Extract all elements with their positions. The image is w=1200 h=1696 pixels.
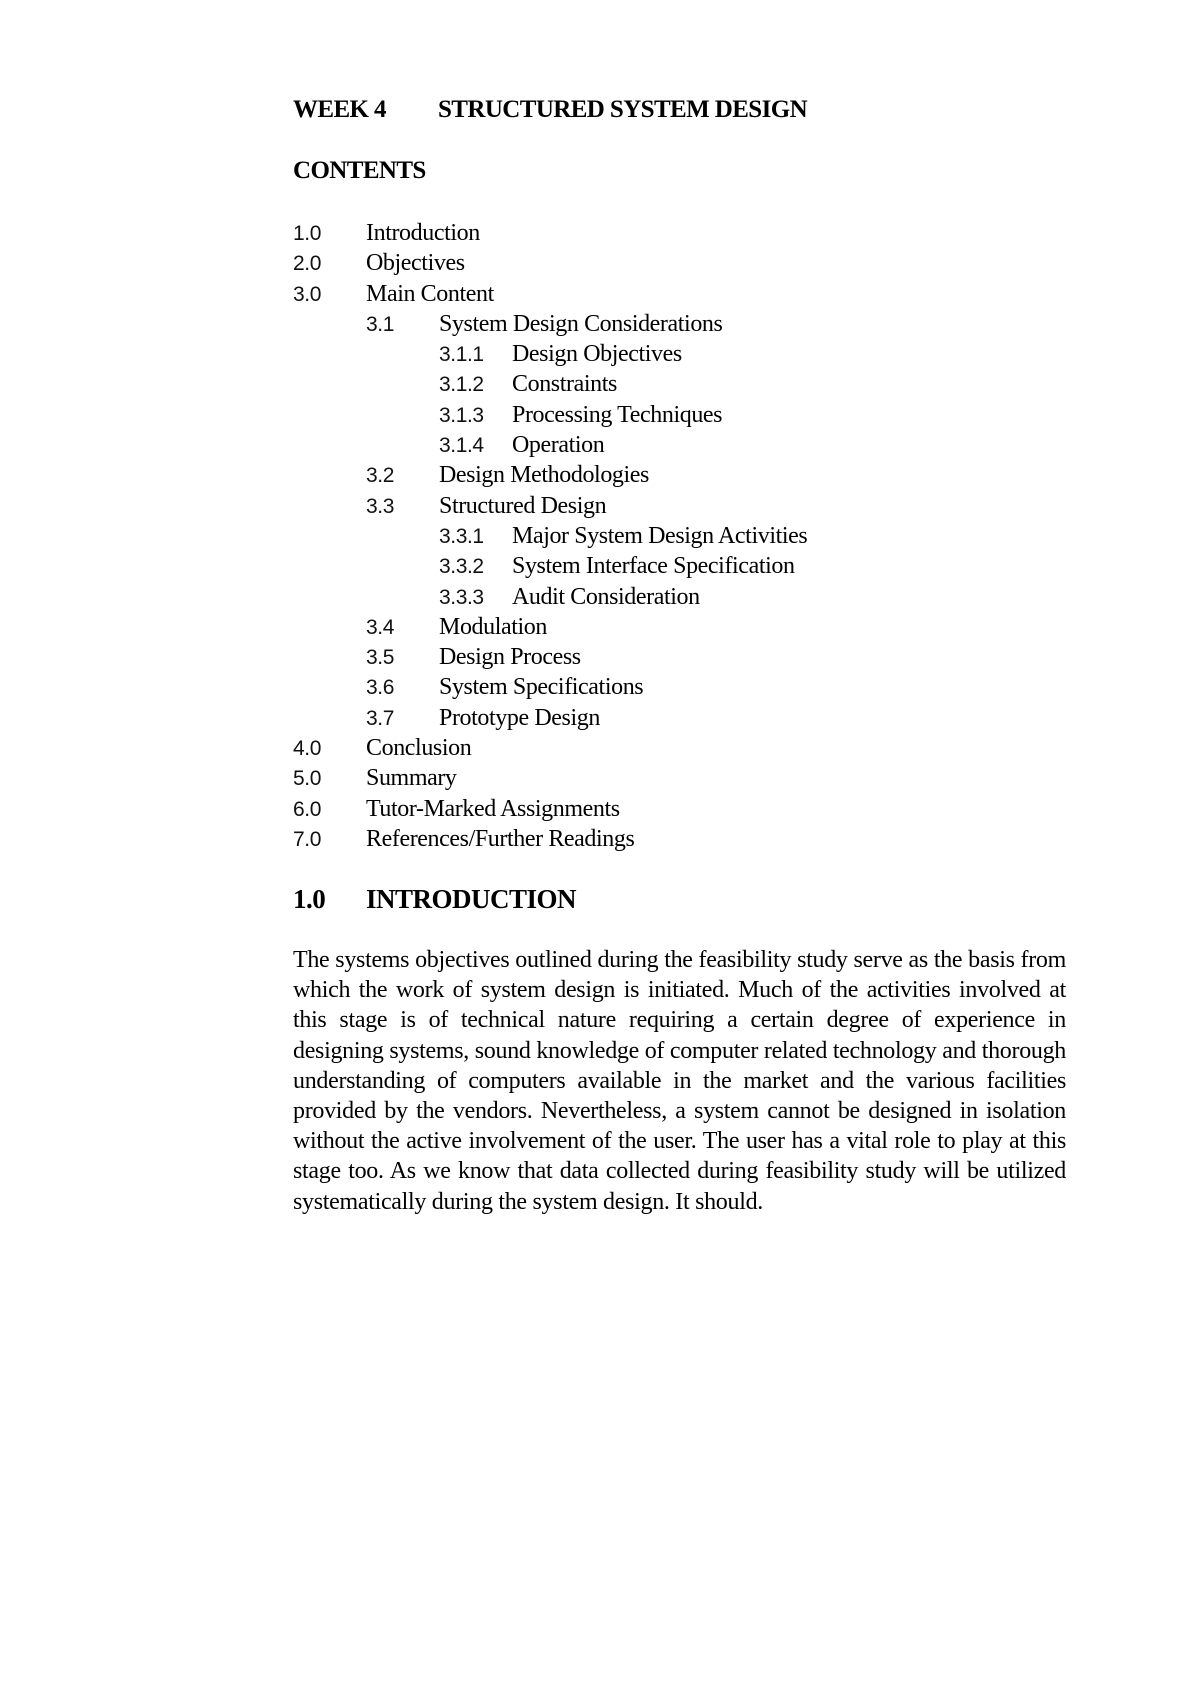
section-number: 1.0 <box>293 884 326 914</box>
toc-item-number: 3.7 <box>366 706 394 730</box>
toc-item-label: Operation <box>512 432 605 459</box>
toc-item-label: Tutor-Marked Assignments <box>366 795 620 822</box>
toc-item-number: 3.1.3 <box>439 403 484 427</box>
toc-item <box>293 763 993 793</box>
toc-item <box>293 369 993 399</box>
table-of-contents <box>293 218 993 854</box>
toc-item-label: Prototype Design <box>439 704 600 731</box>
toc-item-number: 3.6 <box>366 676 394 700</box>
toc-item-number: 3.2 <box>366 464 394 488</box>
toc-item-label: Structured Design <box>439 492 607 519</box>
toc-item-number: 6.0 <box>293 797 321 821</box>
toc-item <box>293 642 993 672</box>
toc-item <box>293 794 993 824</box>
toc-item <box>293 400 993 430</box>
toc-item <box>293 612 993 642</box>
toc-item <box>293 491 993 521</box>
toc-item <box>293 521 993 551</box>
toc-item-number: 3.1.2 <box>439 373 484 397</box>
toc-item <box>293 218 993 248</box>
toc-item-label: Design Process <box>439 644 581 671</box>
toc-item <box>293 824 993 854</box>
toc-item <box>293 430 993 460</box>
toc-item-label: System Specifications <box>439 674 644 701</box>
toc-item-label: Constraints <box>512 371 617 398</box>
week-title: STRUCTURED SYSTEM DESIGN <box>438 96 808 123</box>
toc-item-label: Major System Design Activities <box>512 522 808 549</box>
toc-item-number: 5.0 <box>293 767 321 791</box>
toc-item-label: Summary <box>366 765 457 792</box>
toc-item-label: References/Further Readings <box>366 825 635 852</box>
toc-item-number: 3.5 <box>366 646 394 670</box>
toc-item-label: Introduction <box>366 220 480 246</box>
toc-item <box>293 339 993 369</box>
toc-item-label: Processing Techniques <box>512 401 723 428</box>
toc-item <box>293 248 993 278</box>
toc-item <box>293 460 993 490</box>
toc-item-number: 3.0 <box>293 282 321 306</box>
page-title <box>293 96 807 124</box>
toc-item-label: Main Content <box>366 280 494 307</box>
toc-item-label: System Interface Specification <box>512 553 795 580</box>
toc-item-label: Modulation <box>439 613 547 640</box>
toc-item <box>293 582 993 612</box>
toc-item-number: 3.3 <box>366 494 394 518</box>
week-label: WEEK 4 <box>293 96 386 123</box>
toc-item <box>293 551 993 581</box>
toc-item-number: 4.0 <box>293 737 321 761</box>
toc-item-number: 3.1.1 <box>439 343 484 367</box>
introduction-paragraph: The systems objectives outlined during the feasibility study serve as the basis from which the work of system design is initiated. Much of the activities involved at this stage is of technical nature requiring a certain degree of experience in designing systems, sound knowledge of computer related technology and thorough understanding of computers available in the market and the various facilities provided by the vendors. Nevertheless, a system cannot be designed in isolation without the active involvement of the user. The user has a vital role to play at this stage too. As we know that data collected during feasibility study will be utilized systematically during the system design. It should. <box>293 947 1066 1215</box>
toc-item-number: 3.3.2 <box>439 555 484 579</box>
toc-item-number: 2.0 <box>293 252 321 276</box>
toc-item-number: 3.3.3 <box>439 585 484 609</box>
toc-item <box>293 309 993 339</box>
toc-item-label: Design Methodologies <box>439 462 649 489</box>
toc-item-number: 1.0 <box>293 222 321 245</box>
toc-item-number: 3.3.1 <box>439 524 484 548</box>
toc-item-label: Conclusion <box>366 735 472 762</box>
toc-item-label: Objectives <box>366 250 465 277</box>
toc-item <box>293 703 993 733</box>
toc-item-label: System Design Considerations <box>439 310 723 337</box>
toc-item-number: 3.4 <box>366 615 394 639</box>
toc-item <box>293 733 993 763</box>
toc-item <box>293 672 993 702</box>
section-title: INTRODUCTION <box>366 884 577 914</box>
toc-item-label: Design Objectives <box>512 341 682 368</box>
toc-item-number: 3.1 <box>366 312 394 336</box>
contents-heading: CONTENTS <box>293 157 426 184</box>
toc-item <box>293 279 993 309</box>
toc-item-label: Audit Consideration <box>512 583 700 610</box>
toc-item-number: 3.1.4 <box>439 434 484 458</box>
toc-item-number: 7.0 <box>293 827 321 851</box>
introduction-heading <box>293 884 576 915</box>
